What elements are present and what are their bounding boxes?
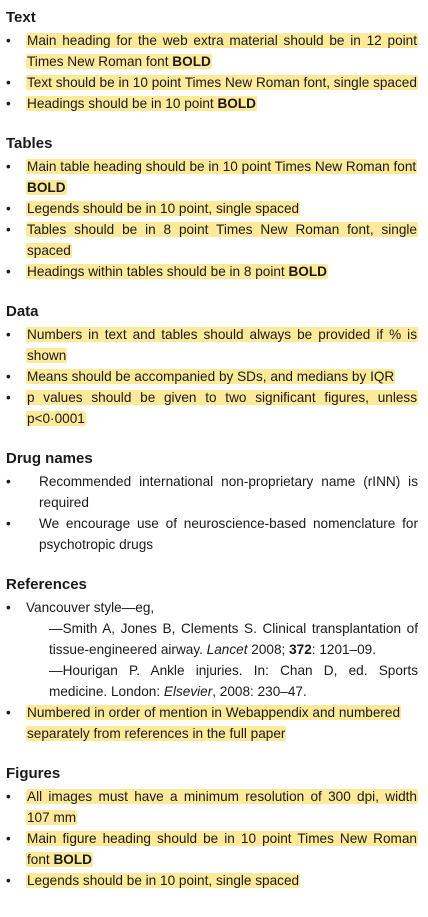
bullet-icon: • (6, 201, 11, 216)
list-item (6, 156, 418, 198)
section-heading-drug-names: Drug names (6, 450, 93, 467)
list-item (6, 93, 418, 114)
list-item (6, 30, 418, 72)
section-figures (6, 764, 418, 891)
list-item (6, 366, 418, 387)
figures-list (6, 786, 418, 891)
highlighted-text: Tables should be in 8 point Times New Roman font, single spaced (27, 222, 417, 258)
ref-text: —Smith A, Jones B, Clements S. Clinical transplantation of tissue-engineered airway. (49, 621, 418, 657)
section-heading-text: Text (6, 9, 36, 26)
ref-pages: , 2008: 230–47. (212, 684, 307, 699)
bullet-icon: • (6, 159, 11, 174)
ref-volume: 372 (289, 642, 312, 657)
text-list (6, 30, 418, 114)
list-item (6, 324, 418, 366)
bullet-icon: • (6, 705, 11, 720)
section-heading-figures: Figures (6, 765, 61, 782)
bullet-icon: • (6, 222, 11, 237)
bullet-icon: • (6, 516, 11, 531)
section-tables (6, 134, 418, 282)
item-text: We encourage use of neuroscience-based nomenclature for psychotropic drugs (39, 516, 418, 552)
item-text: Main table heading should be in 10 point Times New Roman font (27, 159, 417, 174)
item-text: Main heading for the web extra material should be in 12 point Times New Roman font (27, 33, 417, 69)
highlighted-text (26, 159, 417, 195)
bullet-icon: • (6, 390, 11, 405)
bullet-icon: • (6, 96, 11, 111)
highlighted-text (26, 264, 328, 279)
list-item (6, 702, 418, 744)
item-text: Vancouver style—eg, (26, 600, 155, 615)
list-item (6, 261, 418, 282)
highlighted-text: All images must have a minimum resolution of 300 dpi, width 107 mm (27, 789, 417, 825)
item-text: Headings should be in 10 point (27, 96, 218, 111)
ref-year: 2008; (247, 642, 290, 657)
item-text: Main figure heading should be in 10 point Times New Roman font (27, 831, 417, 867)
highlighted-text: p values should be given to two significant figures, unless p<0·0001 (27, 390, 417, 426)
section-references (6, 575, 418, 744)
ref-text: —Hourigan P. Ankle injuries. In: Chan D, ed. Sports medicine. London: (49, 663, 418, 699)
bullet-icon: • (6, 873, 11, 888)
section-heading-data: Data (6, 303, 39, 320)
section-drug-names (6, 449, 418, 555)
tables-list (6, 156, 418, 282)
highlighted-text (26, 831, 418, 867)
highlighted-text: Text should be in 10 point Times New Roman font, single spaced (27, 75, 417, 90)
list-item (6, 72, 418, 93)
highlighted-text (26, 33, 418, 69)
bullet-icon: • (6, 600, 11, 615)
references-list (6, 597, 418, 618)
ref-journal: Lancet (206, 642, 248, 657)
drug-names-list (6, 471, 418, 555)
highlighted-text: Means should be accompanied by SDs, and medians by IQR (27, 369, 395, 384)
highlighted-text: Legends should be in 10 point, single spaced (27, 201, 300, 216)
ref-publisher: Elsevier (163, 684, 213, 699)
section-heading-references: References (6, 576, 87, 593)
bullet-icon: • (6, 789, 11, 804)
highlighted-text: Legends should be in 10 point, single spaced (27, 873, 300, 888)
list-item (6, 471, 418, 513)
item-text: Recommended international non-proprietary name (rINN) is required (39, 474, 418, 510)
list-item (6, 597, 418, 618)
bullet-icon: • (6, 474, 11, 489)
item-bold: BOLD (217, 96, 256, 111)
highlighted-text: Numbers in text and tables should always be provided if % is shown (27, 327, 417, 363)
item-bold: BOLD (172, 54, 211, 69)
references-list-2 (6, 702, 418, 744)
bullet-icon: • (6, 75, 11, 90)
bullet-icon: • (6, 831, 11, 846)
list-item (6, 786, 418, 828)
ref-pages: : 1201–09. (311, 642, 377, 657)
list-item (6, 387, 418, 429)
item-text: Headings within tables should be in 8 point (27, 264, 289, 279)
bullet-icon: • (6, 33, 11, 48)
highlighted-text: Numbered in order of mention in Webappendix and numbered separately from references in the full paper (27, 705, 401, 741)
section-text (6, 8, 418, 114)
item-bold: BOLD (53, 852, 92, 867)
bullet-icon: • (6, 327, 11, 342)
item-bold: BOLD (27, 180, 66, 195)
list-item (6, 870, 418, 891)
list-item (6, 828, 418, 870)
data-list (6, 324, 418, 429)
list-item (6, 513, 418, 555)
bullet-icon: • (6, 264, 11, 279)
list-item (6, 198, 418, 219)
list-item (6, 219, 418, 261)
reference-example-1 (6, 618, 418, 660)
highlighted-text (26, 96, 257, 111)
section-data (6, 302, 418, 429)
item-bold: BOLD (288, 264, 327, 279)
section-heading-tables: Tables (6, 135, 53, 152)
bullet-icon: • (6, 369, 11, 384)
reference-example-2 (6, 660, 418, 702)
